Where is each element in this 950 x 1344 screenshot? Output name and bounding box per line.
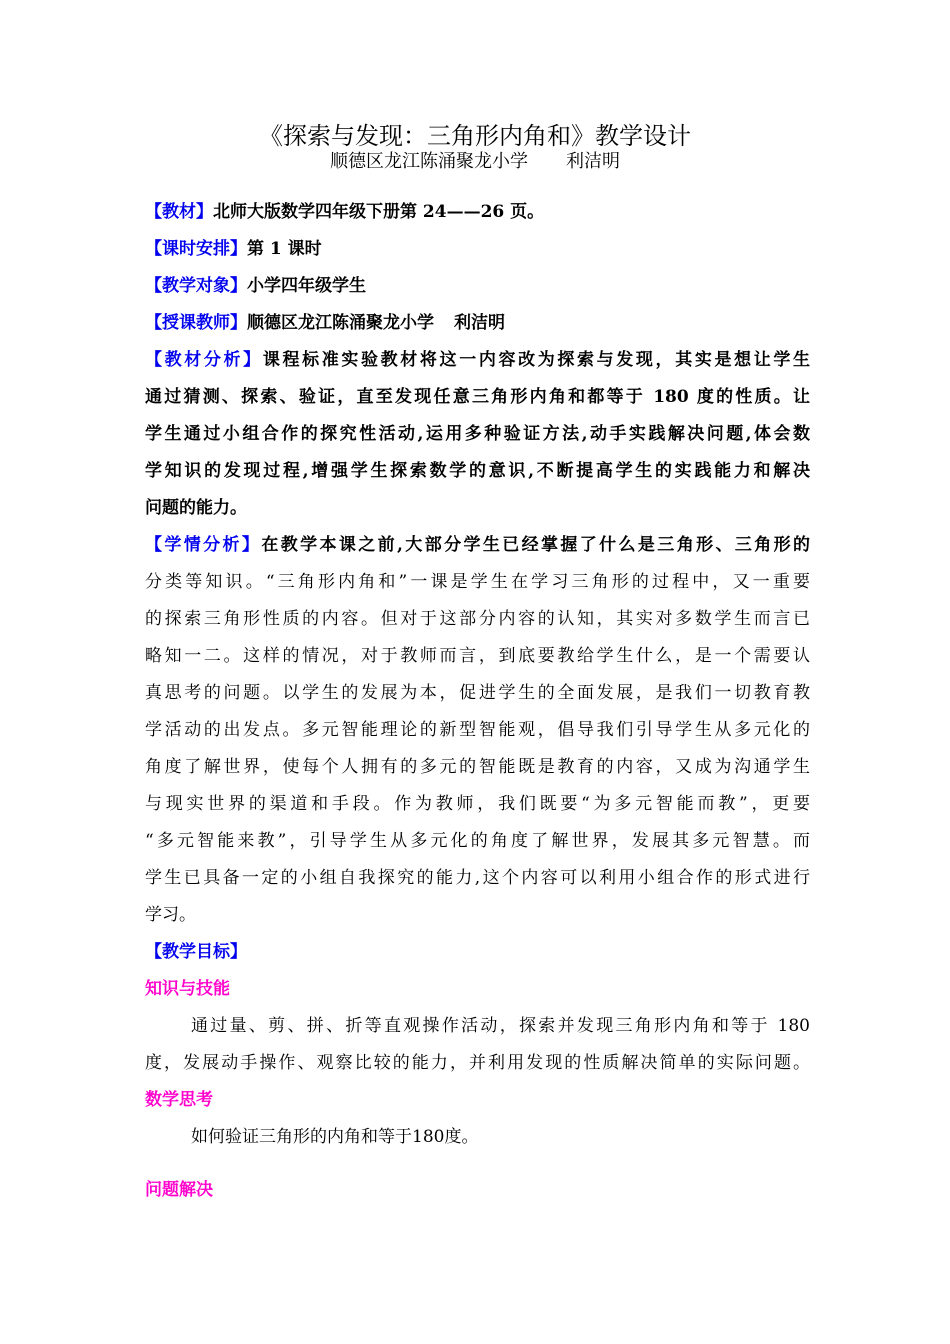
objectives-label: 【教学目标】 bbox=[145, 942, 247, 962]
paragraph-line: 学活动的出发点。多元智能理论的新型智能观，倡导我们引导学生从多元化的 bbox=[145, 720, 810, 740]
info-textbook bbox=[145, 194, 810, 231]
paragraph-line: 学生已具备一定的小组自我探究的能力,这个内容可以利用小组合作的形式进行 bbox=[145, 868, 810, 888]
paragraph-line: 学生通过小组合作的探究性活动,运用多种验证方法,动手实践解决问题,体会数 bbox=[145, 424, 810, 444]
knowledge-heading: 知识与技能 bbox=[145, 979, 230, 999]
paragraph-line: 分类等知识。“三角形内角和”一课是学生在学习三角形的过程中，又一重要 bbox=[145, 572, 810, 592]
paragraph-line: 与现实世界的渠道和手段。作为教师，我们既要“为多元智能而教”，更要 bbox=[145, 794, 810, 814]
paragraph-line: 度，发展动手操作、观察比较的能力，并利用发现的性质解决简单的实际问题。 bbox=[145, 1053, 810, 1073]
paragraph-line: 角度了解世界，使每个人拥有的多元的智能既是教育的内容，又成为沟通学生 bbox=[145, 757, 810, 777]
info-schedule bbox=[145, 231, 810, 268]
paragraph-line: 【教材分析】课程标准实验教材将这一内容改为探索与发现，其实是想让学生 bbox=[145, 350, 810, 370]
info-teacher bbox=[145, 305, 810, 342]
paragraph-line: 学习。 bbox=[145, 905, 196, 925]
student-analysis-section bbox=[145, 527, 810, 934]
textbook-label: 【教材】 bbox=[145, 202, 213, 222]
paragraph-line: 通过猜测、探索、验证，直至发现任意三角形内角和都等于 180 度的性质。让 bbox=[145, 387, 810, 407]
audience-value: 小学四年级学生 bbox=[247, 276, 366, 296]
paragraph-line: 真思考的问题。以学生的发展为本，促进学生的全面发展，是我们一切教育教 bbox=[145, 683, 810, 703]
schedule-value: 第 1 课时 bbox=[247, 239, 322, 259]
student-analysis-label: 【学情分析】 bbox=[145, 535, 262, 555]
paragraph-line: 的探索三角形性质的内容。但对于这部分内容的认知，其实对多数学生而言已 bbox=[145, 609, 810, 629]
document-title: 《探索与发现：三角形内角和》教学设计 bbox=[259, 122, 691, 150]
schedule-label: 【课时安排】 bbox=[145, 239, 247, 259]
teacher-label: 【授课教师】 bbox=[145, 313, 247, 333]
subtitle-school: 顺德区龙江陈涌聚龙小学 bbox=[330, 151, 528, 172]
audience-label: 【教学对象】 bbox=[145, 276, 247, 296]
teacher-name: 利洁明 bbox=[454, 313, 505, 333]
material-analysis-section bbox=[145, 342, 810, 527]
paragraph-line: 【学情分析】在教学本课之前,大部分学生已经掌握了什么是三角形、三角形的 bbox=[145, 535, 810, 555]
paragraph-line: 问题的能力。 bbox=[145, 498, 247, 518]
teacher-school: 顺德区龙江陈涌聚龙小学 bbox=[247, 313, 434, 333]
paragraph-line: “多元智能来教”，引导学生从多元化的角度了解世界，发展其多元智慧。而 bbox=[145, 831, 810, 851]
info-audience bbox=[145, 268, 810, 305]
textbook-value: 北师大版数学四年级下册第 24——26 页。 bbox=[213, 202, 545, 222]
spacer bbox=[145, 1156, 810, 1172]
paragraph-line: 学知识的发现过程,增强学生探索数学的意识,不断提高学生的实践能力和解决 bbox=[145, 461, 810, 481]
paragraph-line: 通过量、剪、拼、折等直观操作活动，探索并发现三角形内角和等于 180 bbox=[191, 1016, 810, 1036]
material-analysis-label: 【教材分析】 bbox=[145, 350, 263, 370]
objectives-heading bbox=[145, 934, 810, 971]
thinking-heading: 数学思考 bbox=[145, 1090, 213, 1110]
document-body bbox=[145, 194, 810, 1209]
thinking-text: 如何验证三角形的内角和等于180度。 bbox=[191, 1127, 479, 1147]
document-subtitle bbox=[0, 150, 950, 174]
paragraph-line: 略知一二。这样的情况，对于教师而言，到底要教给学生什么，是一个需要认 bbox=[145, 646, 810, 666]
problem-solving-heading: 问题解决 bbox=[145, 1180, 213, 1200]
subtitle-author: 利洁明 bbox=[566, 151, 620, 172]
